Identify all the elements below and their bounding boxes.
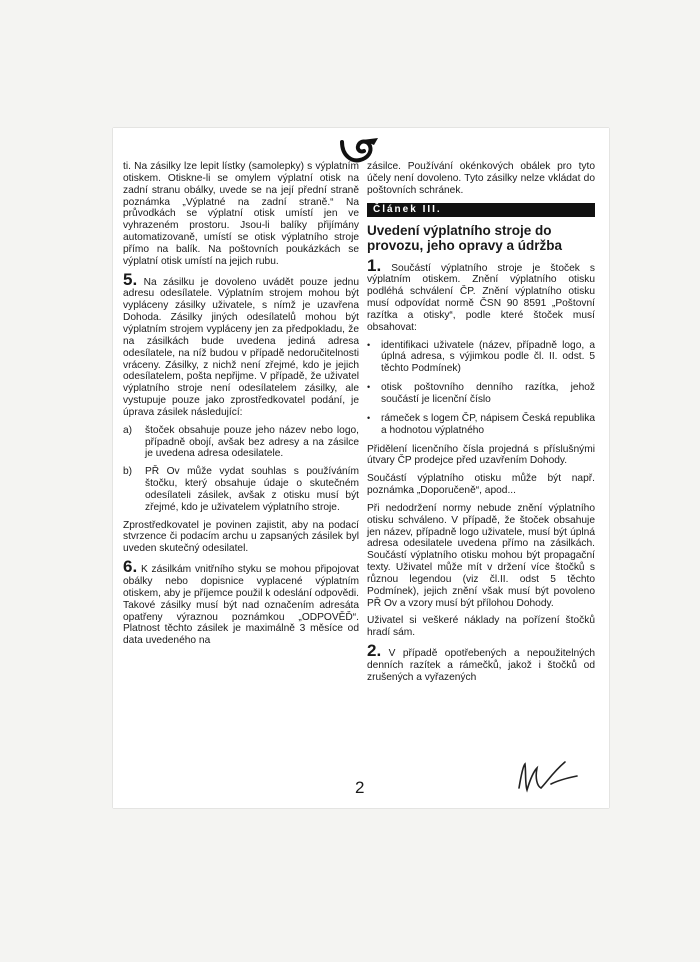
paragraph-5-number: 5. [123,269,138,289]
list-item-b-marker: b) [123,466,133,478]
paragraph-1 [367,255,595,334]
left-column [123,161,359,653]
nedodrzeni-paragraph: Při nedodržení normy nebude znění výplatního otisku schváleno. V případě, že štoček obsahuje jen název, případně logo uživatele, musí být úplná adresa odesilatele uvedena přímo na zásilkách. Součástí výplatního otisku mohou být propagační texty. Uživatel může mít v držení více štočků s různou legendou (viz čl.II. odst 5 těchto Podmínek), jejich znění však musí být povoleno PŘ Ov a vzory musí být přílohou Dohody. [367,502,595,609]
page-number: 2 [355,778,365,797]
right-column [367,161,595,690]
bullet-item [367,382,595,406]
paragraph-1-text: Součástí výplatního stroje je štoček s výplatním otiskem. Znění výplatního otisku podléhá schválení ČP. Znění výplatního otisku musí odpovídat normě ČSN 90 8591 „Poštovní razítka a otisky“, podle které štoček musí obsahovat: [367,262,595,333]
list-item-a [123,425,359,461]
paragraph-1-number: 1. [367,255,382,275]
bullet-text: rámeček s logem ČP, nápisem Česká republika a hodnotou výplatného [381,412,595,436]
bullet-text: otisk poštovního denního razítka, jehož součástí je licenční číslo [381,382,595,405]
soucasti-paragraph: Součástí výplatního otisku může být např. poznámka „Doporučeně“, apod... [367,473,595,497]
bullet-marker: • [367,339,371,350]
list-item-b-text: PŘ Ov může vydat souhlas s používáním štočku, který obsahuje údaje o skutečném odesílateli zásilek, avšak z otisku musí být zřejmé, kdo je uživatelem výplatního stroje. [145,466,359,513]
prideleni-paragraph: Přidělení licenčního čísla projedná s příslušnými útvary ČP prodejce před uzavřením Dohody. [367,443,595,467]
posthorn-icon [338,136,380,164]
bullet-item [367,413,595,437]
list-item-b [123,466,359,513]
paragraph-2 [367,641,595,684]
bullet-text: identifikaci uživatele (název, případně logo, a úplná adresa, s výjimkou podle čl. II. odst. 5 těchto Podmínek) [381,339,595,375]
bullet-item [367,340,595,376]
naklady-paragraph: Uživatel si veškeré náklady na pořízení štočků hradí sám. [367,615,595,639]
paragraph-2-text: V případě opotřebených a nepoužitelných denních razítek a rámečků, jakož i štočků od zrušených a vyřazených [367,648,595,683]
paragraph-6-text: K zásilkám vnitřního styku se mohou připojovat obálky nebo dopisnice vyplacené výplatním otiskem, aby je příjemce použil k odeslání odpovědi. Takové zásilky musí být nad označením adresáta opatřeny výraznou poznámkou „ODPOVĚĎ“. Platnost těchto zásilek je maximálně 3 měsíce od data uvedeného na [123,564,359,647]
handwritten-signature-icon [513,758,583,798]
document-page [113,128,609,808]
zprostredkovatel-paragraph: Zprostředkovatel je povinen zajistit, aby na podací stvrzence či podacím archu u zapsaných zásilek byl uveden skutečný odesilatel. [123,519,359,555]
left-intro-paragraph: ti. Na zásilky lze lepit lístky (samolepky) s výplatním otiskem. Otiskne-li se omylem výplatní otisk na zadní stranu obálky, uvede se na její přední straně poznámka „Výplatné na zadní straně.“ Na průvodkách se výplatní otisk umístí jen ve vyhrazeném prostoru. Jsou-li balíky přijímány automatizovaně, umístí se otisk výplatního stroje přímo na balík. Na poštovních poukázkách se výplatní otisk umístí na jejich rubu. [123,161,359,267]
right-intro-paragraph: zásilce. Používání okénkových obálek pro tyto účely není dovoleno. Tyto zásilky nelze vkládat do poštovních schránek. [367,161,595,196]
list-item-a-marker: a) [123,424,133,436]
paragraph-5-text: Na zásilku je dovoleno uvádět pouze jednu adresu odesílatele. Výplatním strojem mohou být vypláceny zásilky uživatele, s nímž je uzavřena Dohoda. Zásilky jiných odesílatelů mohou být výplatním strojem vypláceny jen za předpokladu, že na zásilkách bude uvedena jediná adresa odesílatele, na níž budou v případě nedoručitelnosti vráceny. Zásilky, z nichž není zřejmé, kdo je jejich odesílatelem, pošta nepřijme. V případě, že uživatel výplatního stroje není odesílatelem zásilky, ale vystupuje pouze jako zprostředkovatel podání, je úprava zásilek následující: [123,276,359,418]
bullet-marker: • [367,382,371,393]
section-heading: Uvedení výplatního stroje do provozu, jeho opravy a údržba [367,222,563,254]
paragraph-6-number: 6. [123,557,138,577]
bullet-marker: • [367,412,371,423]
article-label: Článek III. [367,203,595,217]
paragraph-5 [123,269,359,419]
paragraph-6 [123,557,359,647]
paragraph-2-number: 2. [367,641,382,661]
list-item-a-text: štoček obsahuje pouze jeho název nebo logo, případně obojí, avšak bez adresy a na zásilce je uvedena adresa odesilatele. [145,424,359,460]
